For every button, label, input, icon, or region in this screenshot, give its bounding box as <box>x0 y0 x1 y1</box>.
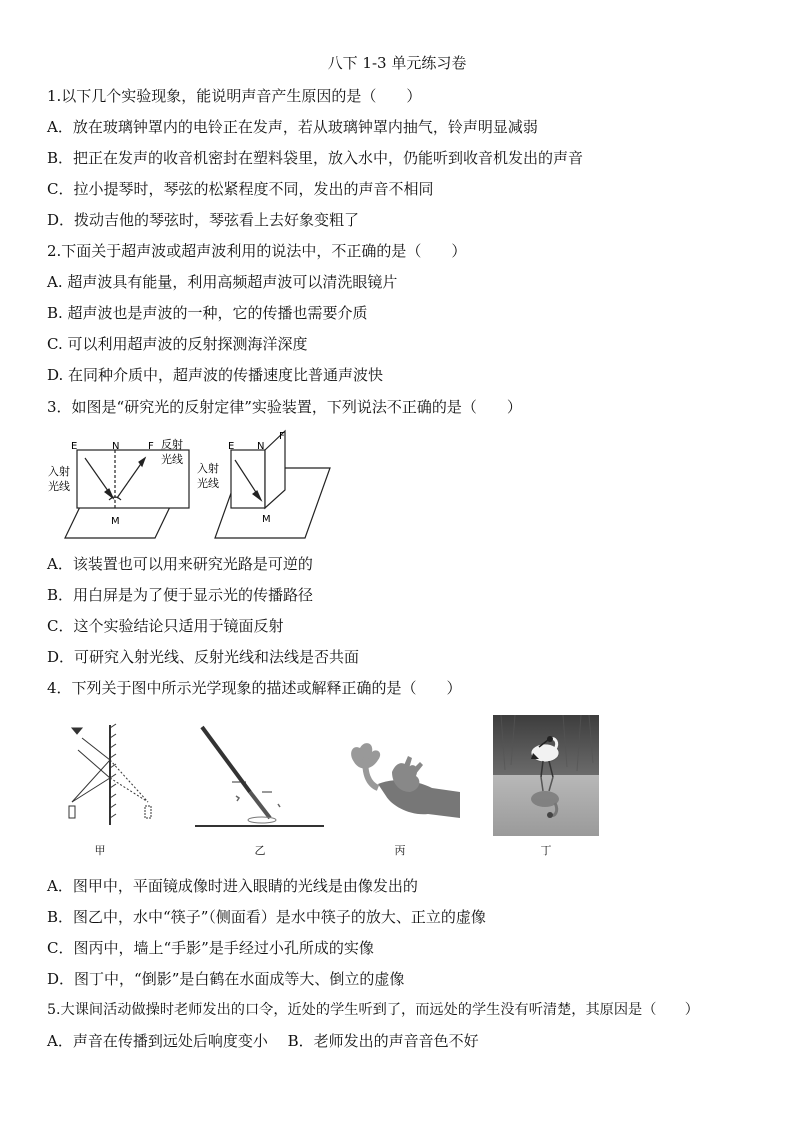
q1-option-b: B．把正在发声的收音机密封在塑料袋里，放入水中，仍能听到收音机发出的声音 <box>47 149 584 167</box>
label-incident-ray-right-1: 入射 <box>197 462 219 475</box>
q2-stem: 2.下面关于超声波或超声波利用的说法中，不正确的是（ ） <box>47 242 467 260</box>
q3-option-c: C．这个实验结论只适用于镜面反射 <box>47 617 284 635</box>
q5-stem: 5.大课间活动做操时老师发出的口令，近处的学生听到了，而远处的学生没有听清楚，其原因是（ ） <box>47 1002 699 1018</box>
caption-bing: 丙 <box>394 844 406 857</box>
reflection-apparatus-figure <box>45 428 345 543</box>
label-N-left: N <box>112 441 120 452</box>
q4-stem: 4．下列关于图中所示光学现象的描述或解释正确的是（ ） <box>47 679 462 697</box>
label-M-left: M <box>111 516 120 527</box>
label-reflected-ray-2: 光线 <box>161 453 183 466</box>
q3-option-b: B．用白屏是为了便于显示光的传播路径 <box>47 586 314 604</box>
q2-option-d: D. 在同种介质中，超声波的传播速度比普通声波快 <box>47 366 384 384</box>
label-reflected-ray-1: 反射 <box>161 438 183 451</box>
label-incident-ray-right-2: 光线 <box>197 477 219 490</box>
label-incident-ray-2: 光线 <box>48 480 70 493</box>
q1-option-a: A．放在玻璃钟罩内的电铃正在发声，若从玻璃钟罩内抽气，铃声明显减弱 <box>47 118 538 136</box>
q3-option-a: A．该装置也可以用来研究光路是可逆的 <box>47 555 313 573</box>
q4-option-c: C．图丙中，墙上“手影”是手经过小孔所成的实像 <box>47 939 374 957</box>
q1-option-d: D．拨动吉他的琴弦时，琴弦看上去好象变粗了 <box>47 211 360 229</box>
caption-jia: 甲 <box>94 844 106 857</box>
label-F-right: F <box>279 431 285 442</box>
figure-yi-chopstick-in-water <box>192 722 327 832</box>
label-M-right: M <box>262 514 271 525</box>
q3-option-d: D．可研究入射光线、反射光线和法线是否共面 <box>47 648 360 666</box>
q4-option-d: D．图丁中，“倒影”是白鹤在水面成等大、倒立的虚像 <box>47 970 405 988</box>
q5-options-ab: A．声音在传播到远处后响度变小 B．老师发出的声音音色不好 <box>47 1032 479 1050</box>
q4-option-a: A．图甲中，平面镜成像时进入眼睛的光线是由像发出的 <box>47 877 418 895</box>
label-F-left: F <box>148 441 154 452</box>
q2-option-b: B. 超声波也是声波的一种，它的传播也需要介质 <box>47 304 368 322</box>
q2-option-a: A. 超声波具有能量，利用高频超声波可以清洗眼镜片 <box>47 273 398 291</box>
label-incident-ray-1: 入射 <box>48 465 70 478</box>
page-title: 八下 1-3 单元练习卷 <box>327 54 467 72</box>
caption-ding: 丁 <box>540 844 552 857</box>
q1-stem: 1.以下几个实验现象，能说明声音产生原因的是（ ） <box>47 87 422 105</box>
label-E-left: E <box>71 441 78 452</box>
q2-option-c: C. 可以利用超声波的反射探测海洋深度 <box>47 335 308 353</box>
figure-bing-hand-shadow <box>342 722 464 830</box>
caption-yi: 乙 <box>254 844 266 857</box>
figure-ding-crane-reflection <box>493 715 599 836</box>
q1-option-c: C．拉小提琴时，琴弦的松紧程度不同，发出的声音不相同 <box>47 180 434 198</box>
q4-option-b: B．图乙中，水中“筷子”（侧面看）是水中筷子的放大、正立的虚像 <box>47 908 486 926</box>
q3-stem: 3．如图是“研究光的反射定律”实验装置，下列说法不正确的是（ ） <box>47 398 522 416</box>
label-E-right: E <box>228 441 235 452</box>
figure-jia-plane-mirror <box>60 720 160 830</box>
label-N-right: N <box>257 441 265 452</box>
